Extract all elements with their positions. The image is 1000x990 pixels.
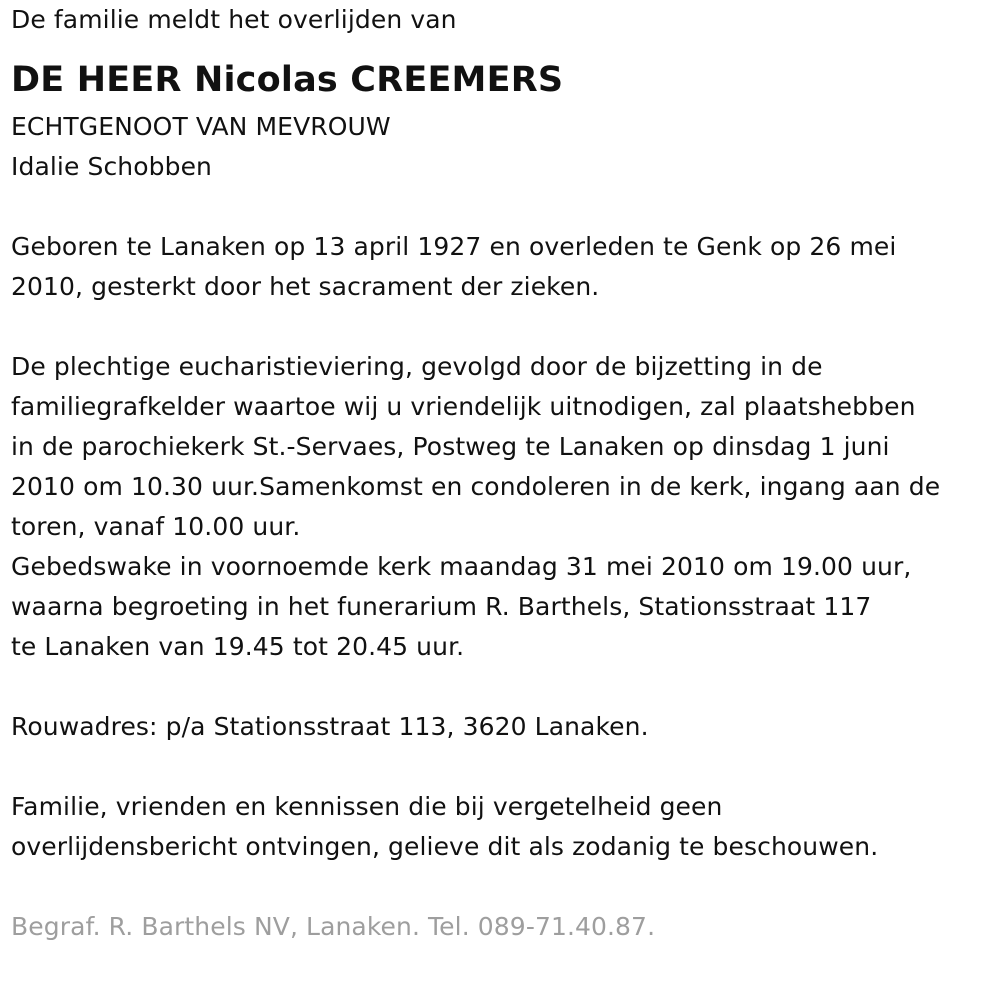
paragraph-line: familiegrafkelder waartoe wij u vriendelijk uitnodigen, zal plaatshebben bbox=[11, 392, 916, 421]
spacer bbox=[11, 747, 989, 787]
paragraph-line: waarna begroeting in het funerarium R. Barthels, Stationsstraat 117 bbox=[11, 592, 872, 621]
paragraph-line: overlijdensbericht ontvingen, gelieve dit als zodanig te beschouwen. bbox=[11, 832, 879, 861]
paragraph-line: te Lanaken van 19.45 tot 20.45 uur. bbox=[11, 632, 465, 661]
paragraph-line: in de parochiekerk St.-Servaes, Postweg te Lanaken op dinsdag 1 juni bbox=[11, 432, 890, 461]
undertaker-contact: Begraf. R. Barthels NV, Lanaken. Tel. 089-71.40.87. bbox=[11, 912, 656, 941]
closing-paragraph bbox=[11, 787, 989, 867]
paragraph-line: Gebedswake in voornoemde kerk maandag 31 mei 2010 om 19.00 uur, bbox=[11, 552, 912, 581]
paragraph-line: toren, vanaf 10.00 uur. bbox=[11, 512, 301, 541]
paragraph-line: Geboren te Lanaken op 13 april 1927 en overleden te Genk op 26 mei bbox=[11, 232, 897, 261]
relation-text: ECHTGENOOT VAN MEVROUW bbox=[11, 112, 391, 141]
birth-death-paragraph bbox=[11, 227, 989, 307]
intro-text: De familie meldt het overlijden van bbox=[11, 5, 457, 34]
paragraph-line: 2010, gesterkt door het sacrament der zieken. bbox=[11, 272, 600, 301]
deceased-name: DE HEER Nicolas CREEMERS bbox=[11, 60, 564, 100]
paragraph-line: De plechtige eucharistieviering, gevolgd door de bijzetting in de bbox=[11, 352, 823, 381]
spacer bbox=[11, 307, 989, 347]
mourning-address: Rouwadres: p/a Stationsstraat 113, 3620 Lanaken. bbox=[11, 712, 649, 741]
spacer bbox=[11, 867, 989, 907]
paragraph-line: 2010 om 10.30 uur.Samenkomst en condoleren in de kerk, ingang aan de bbox=[11, 472, 941, 501]
ceremony-paragraph bbox=[11, 347, 989, 667]
spouse-name: Idalie Schobben bbox=[11, 152, 212, 181]
death-notice bbox=[11, 0, 989, 947]
paragraph-line: Familie, vrienden en kennissen die bij vergetelheid geen bbox=[11, 792, 723, 821]
spacer bbox=[11, 667, 989, 707]
spacer bbox=[11, 187, 989, 227]
